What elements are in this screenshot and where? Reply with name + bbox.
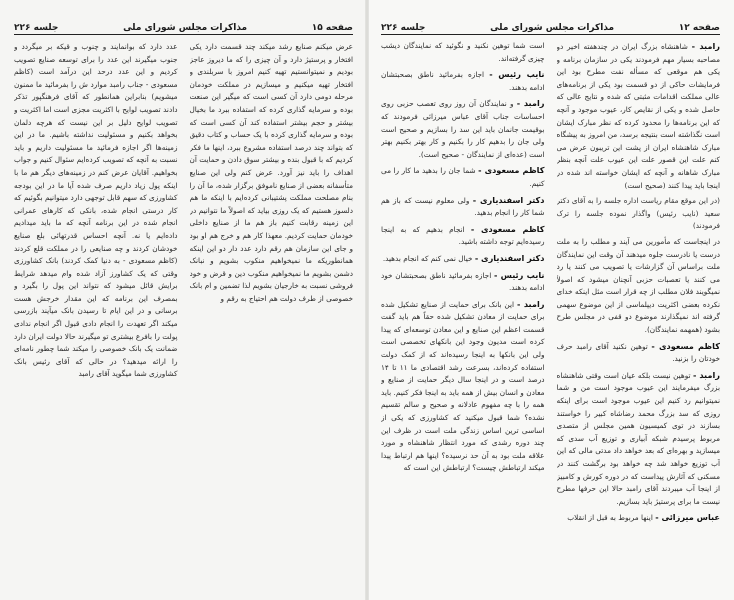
speaker-name: کاظم مسعودی - (470, 223, 545, 234)
paragraph-text: خیال نمی کنم که انجام بدهید. (382, 253, 473, 263)
paragraph-text: در اینجاست که مأمورین می آیند و مطلب را به ملت درست یا نادرست جلوه میدهند آن وقت این نمایندگان ملت براساس آن گزارشات یا تصویب می کنند یا رد می کنند یا تعصبات حزبی آنچنان میشود که اصولاً نمیگویند فلان مطلب از چه قرار است مثل اینکه خدای نکرده بعضی اکثریت دیپلماسی از این موضوع سهمی گرفته اند نمیگذارند موضوع دو قفی در مجلس طرح بشود (همهمه نمایندگان). (556, 236, 720, 335)
paragraph-text: عرض میکنم صنایع رشد میکند چند قسمت دارد یکی افتخار و پرستیژ دارد و آن چیزی را که ما دیروز عاجز بودیم و نمیتوانستیم تهیه کنیم امروز با سربلندی و افتخار تهیه میکنیم و میسازیم در مملکت خودمان مرحله دومی دارد آن کسی است که میگیر این صنعت بوده و سرمایه گذاری کرده که استفاده ببرد ما بخیال بیشتر و حجم بیشتر استفاده کند آن کسی است که بوده و سرمایه گذاری کرده با یک حساب و کتاب دقیق که بتواند چند درصد استفاده مشروع ببرد، اینها ما فکر کردیم که با قبول بنده و بیشتر سوق دادن و حمایت آن اهداف را باید نیز آورد. عرض کنم ولی این صنایع متأسفانه بعضی از صنایع ناموفق برگزار شده، ما آن را بنام مصلحت مملکت پشتیبانی کرده‌ایم با اینکه ما هم دلسوز هستیم که یک روزی بیاید که اصولاً ما نتوانیم در این زمینه رقابت کنیم باز هم ما از صنایع داخلی خودمان حمایت کردیم. معهذا کار هم و خرج هم او بود و جای این سازمان هم رقم دارد عدد دار دو این اینکه همانطوریکه ما نمیخواهیم منکوب بشویم و نبانک دشمن بشویم ما نمیخواهیم منکوب دین و قرض و خود فروشی نسبت به خارجیان بشویم لذا تضمین و ام بانک خصوصی از طرف دولت هم احتیاج به رقم و (189, 42, 353, 303)
publication-title: مذاکرات مجلس شورای ملی (123, 23, 248, 33)
text-columns (14, 40, 353, 570)
paragraph (557, 511, 721, 525)
column-left (381, 40, 545, 570)
paragraph (381, 194, 545, 220)
paragraph (381, 68, 545, 94)
speaker-name: رامبد - (691, 41, 720, 51)
paragraph-text: توهین نیست بلکه عیان است وقتی شاهنشاه بزرگ میفرمایند این عیوب موجود است من و شما نمیتوانیم رد کنیم این عیوب موجود است برای اینکه روزی که سد بزرگ محمد رضاشاه کبیر را خواستند بسازند در توی کمیسیون همین مجلس از متصدی مربوط پرسیدم شبکه آبیاری و توزیع آب سدی که میسازید و بهره‌ای که بعد خواهد داد مدتی مالی که این آب توزیع خواهد شد چه خواهد بود برگشت کنند در مسکنی که آثارش پیداست که در دوره کورش و کامبیز از اینجا آب میبردند آقای رامبد حالا این حرفها مطرح نیست ما برای پرستیژ باید بسازیم. (556, 370, 720, 506)
paragraph-text: این بانک برای حمایت از صنایع تشکیل شده برای حمایت از معادن تشکیل شده حقاً هم باید گفت قسمت اعظم این صنایع و این معادن توسعه‌ای که پیدا کرده است مدیون وجود این بانکهای تخصصی است ولی این بانکها به اینجا رسیده‌اند که از کمک دولت استفاده کرده‌اند، بسرعت رشد اقتصادی ما ۱۱ تا ۱۴ درصد است و در اینجا سال دیگر حمایت از صنایع و معادن و انسان بیش از همه باید به اینجا فکر کنیم. باید همه را با چه مفهوم عادلانه و صحیح و سالم تقسیم نشده؟ شما قبول میکنید که کشاورزی که یکی از اساسی ترین اساس زندگی ملت است در ظرف این چند دوره رشدی که مورد انتظار شاهنشاه و مورد علاقه ملت بود به آن حد نرسیده؟ اینها هم ارتباط پیدا میکند ارتباطش چیست؟ ارتباطش این است که (381, 299, 545, 473)
page-12 (367, 0, 734, 600)
paragraph (381, 223, 545, 249)
paragraph-text: اجازه بفرمائید ناطق بصحبتشان خود ادامه بدهند. (381, 270, 545, 293)
paragraph (14, 40, 178, 381)
speaker-name: عباس میرزائی - (655, 512, 720, 523)
speaker-name: نایب رئیس - (493, 269, 545, 280)
page-header (14, 20, 353, 35)
speaker-name: رامبد - (516, 298, 545, 309)
paragraph (190, 40, 354, 305)
speaker-name: نایب رئیس - (489, 69, 545, 80)
paragraph (381, 164, 545, 190)
speaker-name: کاظم مسعودی - (651, 340, 720, 351)
paragraph-text: ولی معلوم نیست که باز هم شما کار را انجام بدهید. (381, 195, 545, 218)
paragraph (381, 269, 545, 295)
paragraph-text: شاهنشاه بزرگ ایران در چندهفته اخیر دو مصاحبه بسیار مهم فرمودند یکی در سازمان برنامه و یکی هم موقعی که مسأله نفت مطرح بود این فرمایشات حاکی از دو قسمت بود یکی از برنامه‌های عالی مملکت اقدامات مثبتی که شده و نتایج عالی که حاصل شده و یکی از نقایص کار، عیوب موجود و آنچه که این برنامه‌ها را محدود کرده که نظر مبارک ایشان است نگذاشته است بنتیجه برسد، من امروز به پیشگاه مبارک شاهنشاه ایران از پشت این تریبون عرض می کنم علت این قصور علت این عیوب علت آنچه بنظر مبارک شاهانه و آنچه که ایشان خواسته اند شده در اینجا باید پیدا کنند (صحیح است) (556, 42, 720, 190)
paragraph-text: و نمایندگان آن روز روی تعصب حزبی روی احساسات جناب آقای عباس میرزائی فرمودند که بوقیمت جانمان باید این سد را بسازیم و صحیح است ولی جان را بدهیم کار را بکنیم و کار بهتر بکنیم بهتر است (عده‌ای از نمایندگان - صحیح است). (381, 99, 545, 159)
speaker-name: رامبد - (692, 369, 720, 380)
speaker-name: دکتر اسفندیاری - (472, 194, 545, 205)
text-columns (381, 40, 720, 570)
paragraph (557, 369, 721, 509)
paragraph (381, 40, 545, 65)
paragraph-text: (در این موقع مقام ریاست اداره جلسه را به آقای دکتر سعید (نایب رئیس) واگذار نموده جلسه را ترک فرمودند) (556, 196, 720, 231)
page-gutter (365, 0, 369, 600)
paragraph-text: اینها مربوط به قبل از انقلاب (567, 513, 653, 523)
paragraph (381, 97, 545, 161)
paragraph-text: توهین نکنید آقای رامبد حرف خودتان را بزنید. (556, 341, 720, 364)
page-number: صفحه ۱۲ (678, 23, 720, 33)
paragraph-text: اجازه بفرمائید ناطق بصحبتشان ادامه بدهند. (381, 70, 545, 92)
paragraph-text: عدد دارد که بوانمایند و چنوب و قیکه بر میگردد و جنوب میگیرند این عدد را برای توسعه صنایع تصویب کردیم و این عدد درحد این درآمد است (کاظم مسعودی - جناب رامبد موارد ش را بفرمائید ما ممنون میشویم) بنابراین همانطور که آقای فرهنگپور تذکر دادند تصویب لوایح با اکثریت مجزی است اما اکثریت و تصویب لوایح دلیل بر این نیست که هرچه دلمان بخواهد بکنیم و مسئولیت نداشته باشیم. ما در این زمینه‌ها اگر اجازه فرمائید ما مسئولیت داریم و باید نسبت به آنچه که تصویب کرده‌ایم سئوال کنیم و جواب بخواهیم. آقایان عرض کنم در زمینه‌های دیگر هم ما با اینکه پول زیاد داریم صرف شده آیا ما در این بودجه کشاورزی که سهم قابل توجهی دارد میتوانیم بگوئیم که کار درستی انجام شده، بانکی که کارهای عمرانی انجام شده در این برنامه آنچه که ما باید میدادیم داده‌ایم یا نه. آنچه احساس قدرتهائی بلع صنایع خودشان کردند و چه صنایعی را در مملکت قلع کردند (کاظم مسعودی - به دنیا کمک کردند) بانک کشاورزی وقتی که یک کشاورز آزاد شده وام میدهد شرایط برایش قائل میشود که نتواند این پول را بگیرد و بمصرف این برنامه که این مقدار خرجش هست برسانی و در این ایام تا رسیدن بانک میآیند بازرسی میکند اگر تعهدت را انجام دادی قبول اگر انجام ندادی پولت را بافرع بیشتری تو میگیرند حالا دولت ایران دارد ضمانت یک بانک خصوصی را میکند شما چطور نامه‌ای را ارائه میدهید؟ در حالی که آقای رئیس بانک کشاورزی شما میگوید آقای رامبد (14, 42, 178, 379)
session-number: جلسه ۲۲۶ (14, 23, 59, 33)
paragraph (557, 236, 721, 337)
page-header (381, 20, 720, 35)
paragraph (557, 40, 721, 192)
paragraph (381, 298, 545, 475)
column-right (190, 40, 354, 570)
paragraph-text: انجام بدهیم که به اینجا رسیده‌ایم توجه داشته باشید. (381, 224, 545, 247)
paragraph (557, 340, 721, 366)
page-number: صفحه ۱۵ (311, 23, 353, 33)
column-left (14, 40, 178, 570)
paragraph (381, 252, 545, 266)
speaker-name: دکتر اسفندیاری - (474, 252, 545, 263)
paragraph-text: است شما توهین نکنید و نگوئید که نمایندگان دیشب چیزی گرفته‌اند. (381, 41, 545, 63)
speaker-name: کاظم مسعودی - (478, 165, 545, 176)
procedural-note (557, 195, 721, 233)
session-number: جلسه ۲۲۶ (381, 23, 426, 33)
speaker-name: رامبد - (516, 98, 545, 109)
publication-title: مذاکرات مجلس شورای ملی (490, 23, 615, 33)
paragraph-text: شما جان را بدهید ما کار را می کنیم. (381, 166, 545, 188)
column-right (557, 40, 721, 570)
